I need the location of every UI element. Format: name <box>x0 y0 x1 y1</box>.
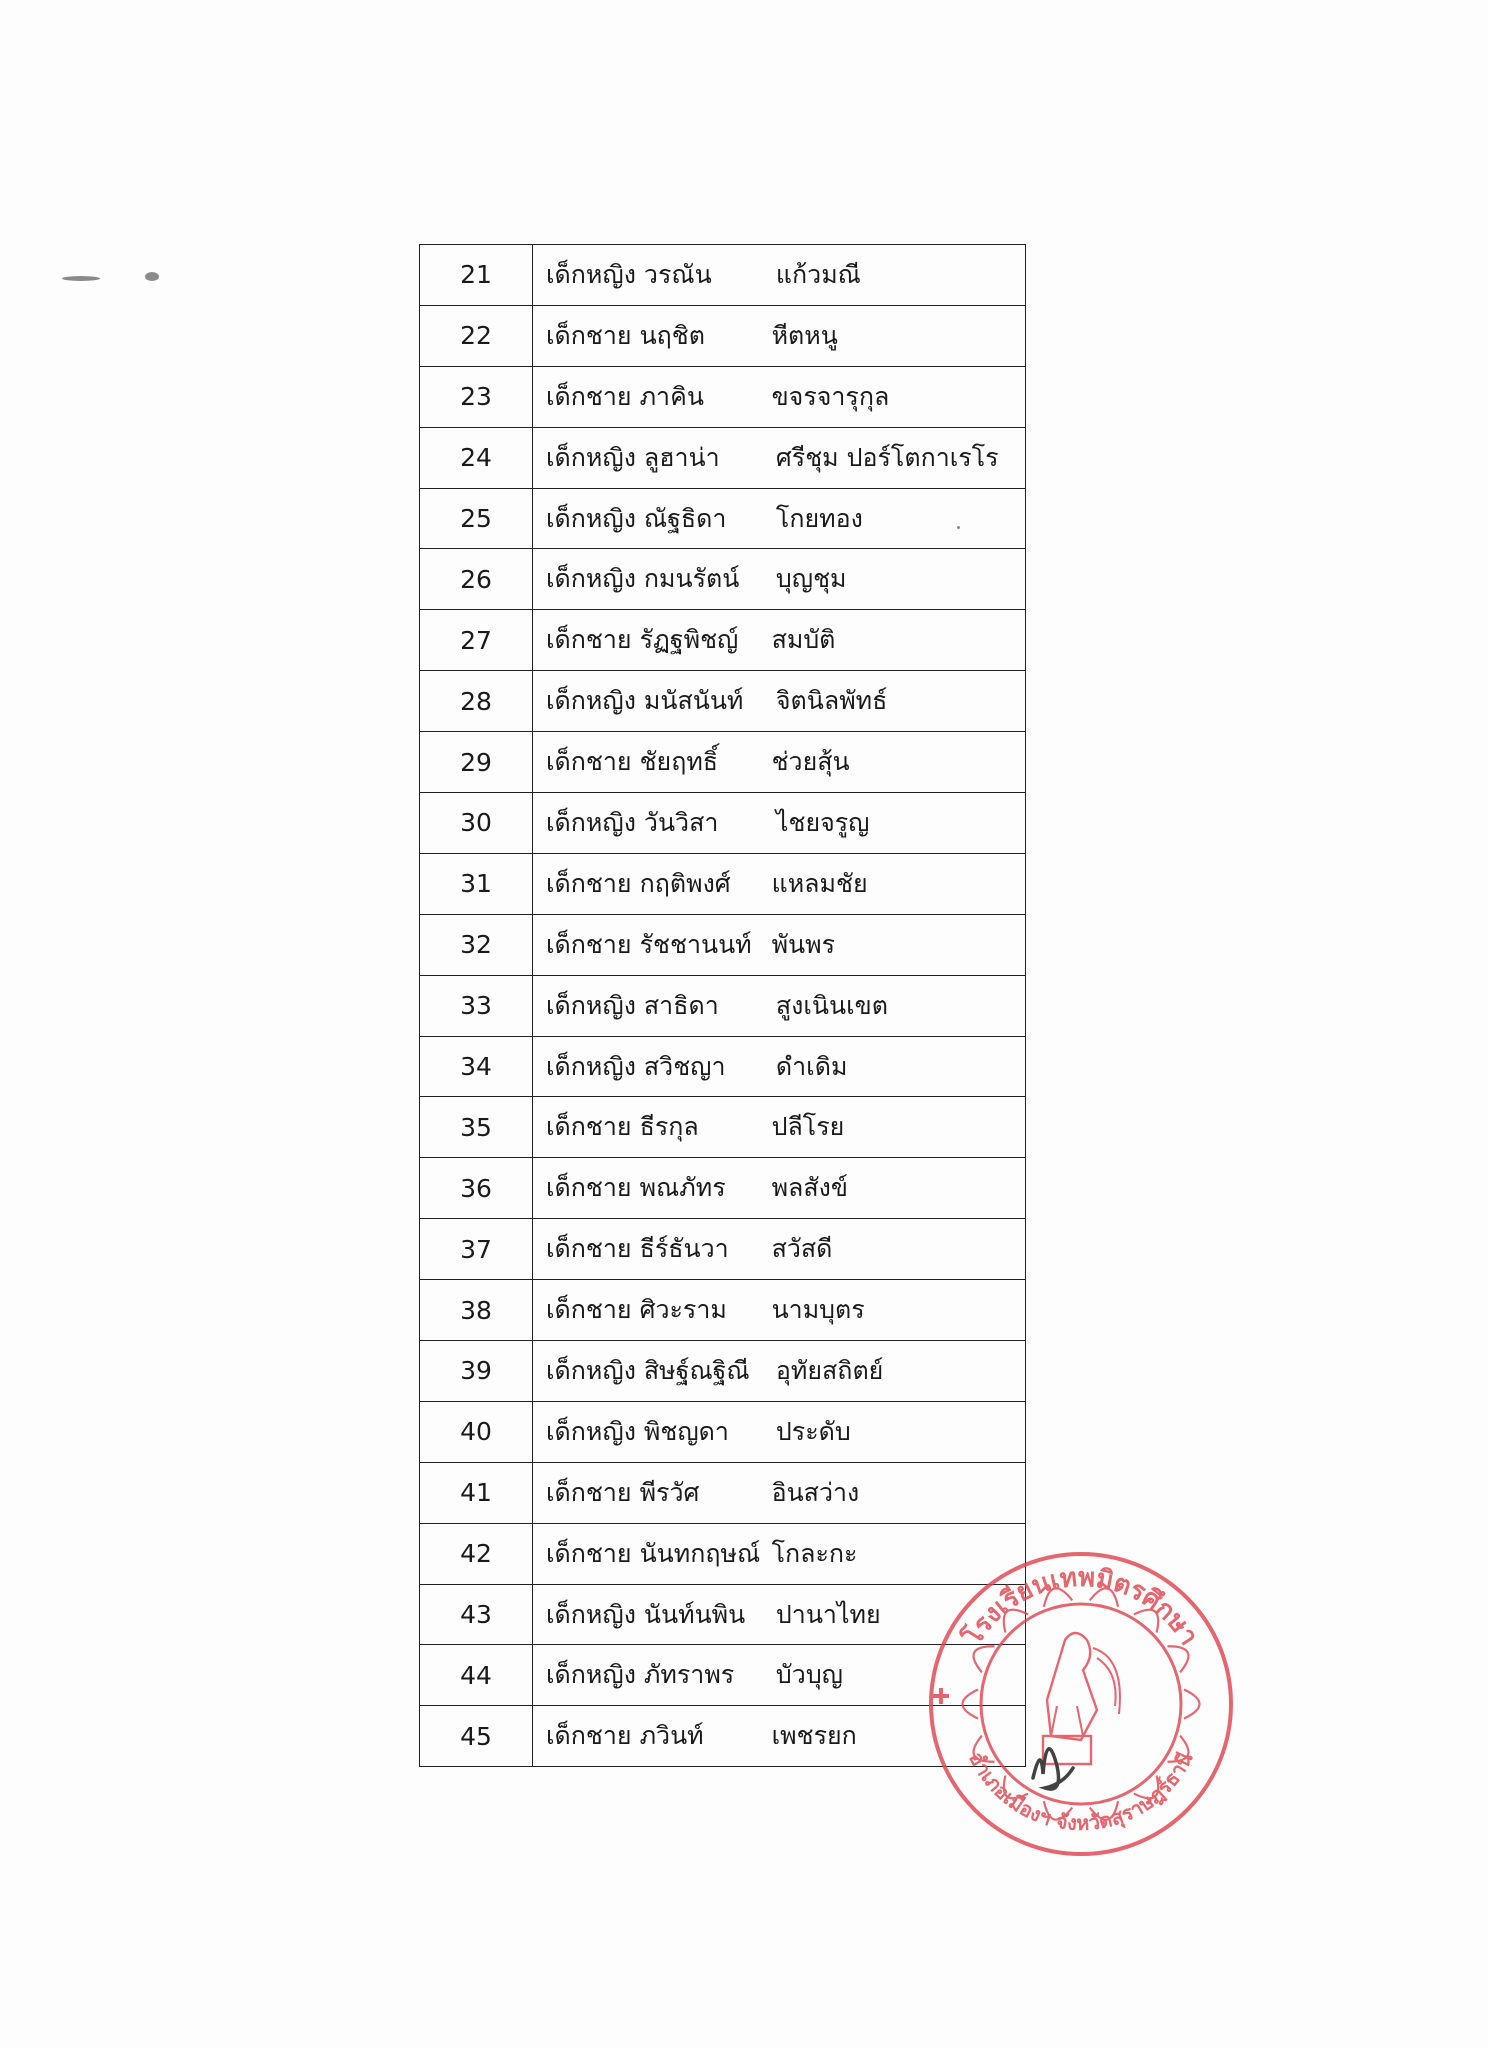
first-name: นฤชิต <box>639 320 706 350</box>
table-row <box>420 488 1026 549</box>
last-name: ไชยจรูญ <box>775 807 870 837</box>
name-prefix: เด็กชาย <box>546 747 632 777</box>
row-number: 36 <box>420 1158 533 1219</box>
student-name <box>533 1036 1026 1097</box>
first-name: สาธิดา <box>643 990 719 1020</box>
row-number: 39 <box>420 1341 533 1402</box>
table-row <box>420 1341 1026 1402</box>
row-number: 34 <box>420 1036 533 1097</box>
table-row <box>420 853 1026 914</box>
first-name: ธีรกุล <box>639 1112 699 1142</box>
name-prefix: เด็กชาย <box>546 320 632 350</box>
last-name: นามบุตร <box>771 1295 865 1325</box>
name-prefix: เด็กหญิง <box>546 807 636 837</box>
name-prefix: เด็กหญิง <box>546 1355 636 1385</box>
row-number: 40 <box>420 1401 533 1462</box>
row-number: 35 <box>420 1097 533 1158</box>
stamp-top-text: โรงเรียนเทพมิตรศึกษา <box>958 1562 1204 1651</box>
first-name: พิชญดา <box>643 1416 729 1446</box>
name-prefix: เด็กหญิง <box>546 1660 636 1690</box>
student-name <box>533 975 1026 1036</box>
first-name: พณภัทร <box>639 1173 726 1203</box>
last-name: พันพร <box>771 929 836 959</box>
name-prefix: เด็กหญิง <box>546 442 636 472</box>
student-name <box>533 1341 1026 1402</box>
name-prefix: เด็กชาย <box>546 1295 632 1325</box>
row-number: 38 <box>420 1280 533 1341</box>
first-name: วันวิสา <box>643 807 719 837</box>
name-prefix: เด็กหญิง <box>546 990 636 1020</box>
table-row <box>420 305 1026 366</box>
last-name: หีตหนู <box>771 320 838 350</box>
last-name: ขจรจารุกุล <box>771 381 890 411</box>
student-name <box>533 671 1026 732</box>
student-name <box>533 1158 1026 1219</box>
table-row <box>420 1036 1026 1097</box>
table-row <box>420 1401 1026 1462</box>
school-seal-stamp <box>925 1548 1237 1860</box>
row-number: 30 <box>420 793 533 854</box>
last-name: ปลีโรย <box>771 1112 845 1142</box>
first-name: รัชชานนท์ <box>639 929 752 959</box>
row-number: 45 <box>420 1706 533 1767</box>
name-prefix: เด็กชาย <box>546 929 632 959</box>
roster-body <box>420 245 1026 1767</box>
row-number: 33 <box>420 975 533 1036</box>
row-number: 21 <box>420 245 533 306</box>
last-name: พลสังข์ <box>771 1173 848 1203</box>
last-name: อุทัยสถิตย์ <box>775 1355 884 1385</box>
scan-speck <box>145 272 159 281</box>
row-number: 22 <box>420 305 533 366</box>
table-row <box>420 427 1026 488</box>
student-name <box>533 853 1026 914</box>
table-row <box>420 549 1026 610</box>
first-name: วรณัน <box>643 259 712 289</box>
last-name: แก้วมณี <box>775 259 861 289</box>
table-row <box>420 245 1026 306</box>
last-name: สมบัติ <box>771 625 836 655</box>
last-name: ช่วยสุ้น <box>771 747 850 777</box>
table-row <box>420 1097 1026 1158</box>
first-name: ภาคิน <box>639 381 704 411</box>
student-name <box>533 1280 1026 1341</box>
name-prefix: เด็กหญิง <box>546 503 636 533</box>
first-name: พีรวัศ <box>639 1477 700 1507</box>
name-prefix: เด็กชาย <box>546 1538 632 1568</box>
row-number: 37 <box>420 1219 533 1280</box>
stamp-star-icon <box>933 1688 949 1704</box>
name-prefix: เด็กหญิง <box>546 259 636 289</box>
name-prefix: เด็กหญิง <box>546 1051 636 1081</box>
first-name: ลูฮาน่า <box>643 442 720 472</box>
name-prefix: เด็กชาย <box>546 381 632 411</box>
first-name: กมนรัตน์ <box>643 564 740 594</box>
first-name: ภวินท์ <box>639 1721 704 1751</box>
first-name: สวิชญา <box>643 1051 726 1081</box>
student-name <box>533 488 1026 549</box>
table-row <box>420 1158 1026 1219</box>
table-row <box>420 366 1026 427</box>
student-name <box>533 1219 1026 1280</box>
row-number: 25 <box>420 488 533 549</box>
name-prefix: เด็กชาย <box>546 1234 632 1264</box>
last-name: สวัสดี <box>771 1234 833 1264</box>
student-name <box>533 914 1026 975</box>
last-name: โกยทอง <box>775 503 863 533</box>
student-name <box>533 245 1026 306</box>
last-name: โกละกะ <box>771 1538 858 1568</box>
last-name: บุญชุม <box>775 564 847 594</box>
first-name: นันทกฤษณ์ <box>639 1538 761 1568</box>
table-row <box>420 671 1026 732</box>
last-name: ปานาไทย <box>775 1599 881 1629</box>
row-number: 31 <box>420 853 533 914</box>
last-name: ประดับ <box>775 1416 851 1446</box>
student-name <box>533 1401 1026 1462</box>
last-name: แหลมชัย <box>771 868 868 898</box>
scan-speck <box>62 276 100 281</box>
row-number: 41 <box>420 1462 533 1523</box>
table-row <box>420 1462 1026 1523</box>
first-name: ภัทราพร <box>643 1660 735 1690</box>
table-row <box>420 610 1026 671</box>
name-prefix: เด็กหญิง <box>546 1416 636 1446</box>
student-name <box>533 732 1026 793</box>
row-number: 27 <box>420 610 533 671</box>
row-number: 42 <box>420 1523 533 1584</box>
name-prefix: เด็กชาย <box>546 625 632 655</box>
row-number: 23 <box>420 366 533 427</box>
name-prefix: เด็กชาย <box>546 1173 632 1203</box>
name-prefix: เด็กชาย <box>546 1112 632 1142</box>
row-number: 24 <box>420 427 533 488</box>
student-name <box>533 427 1026 488</box>
last-name: ดำเดิม <box>775 1051 848 1081</box>
table-row <box>420 793 1026 854</box>
first-name: ศิวะราม <box>639 1295 727 1325</box>
row-number: 26 <box>420 549 533 610</box>
first-name: รัฏฐพิชญ์ <box>639 625 739 655</box>
first-name: กฤติพงศ์ <box>639 868 731 898</box>
last-name: อินสว่าง <box>771 1477 860 1507</box>
last-name: จิตนิลพัทธ์ <box>775 686 888 716</box>
first-name: ณัฐธิดา <box>643 503 727 533</box>
stamp-bottom-text: อำเภอเมืองฯ จังหวัดสุราษฎร์ธานี <box>964 1747 1198 1836</box>
student-name <box>533 1462 1026 1523</box>
name-prefix: เด็กชาย <box>546 1477 632 1507</box>
student-roster-table <box>419 244 1026 1767</box>
name-prefix: เด็กหญิง <box>546 564 636 594</box>
first-name: ชัยฤทธิ์ <box>639 747 719 777</box>
last-name: เพชรยก <box>771 1721 857 1751</box>
first-name: นันท์นพิน <box>643 1599 746 1629</box>
first-name: ธีร์ธันวา <box>639 1234 729 1264</box>
table-row <box>420 1280 1026 1341</box>
table-row <box>420 1219 1026 1280</box>
student-name <box>533 1097 1026 1158</box>
name-prefix: เด็กชาย <box>546 1721 632 1751</box>
row-number: 43 <box>420 1584 533 1645</box>
student-name <box>533 305 1026 366</box>
row-number: 29 <box>420 732 533 793</box>
last-name: บัวบุญ <box>775 1660 843 1690</box>
table-row <box>420 914 1026 975</box>
row-number: 44 <box>420 1645 533 1706</box>
first-name: มนัสนันท์ <box>643 686 744 716</box>
scan-speck <box>957 526 960 529</box>
table-row <box>420 975 1026 1036</box>
name-prefix: เด็กชาย <box>546 868 632 898</box>
last-name: ศรีชุม ปอร์โตกาเรโร <box>775 442 999 472</box>
student-name <box>533 793 1026 854</box>
student-name <box>533 366 1026 427</box>
handwritten-signature <box>1033 1749 1073 1789</box>
table-row <box>420 732 1026 793</box>
row-number: 28 <box>420 671 533 732</box>
name-prefix: เด็กหญิง <box>546 686 636 716</box>
last-name: สูงเนินเขต <box>775 990 888 1020</box>
student-name <box>533 610 1026 671</box>
row-number: 32 <box>420 914 533 975</box>
first-name: สิษฐ์ณฐิณี <box>643 1355 750 1385</box>
student-name <box>533 549 1026 610</box>
name-prefix: เด็กหญิง <box>546 1599 636 1629</box>
